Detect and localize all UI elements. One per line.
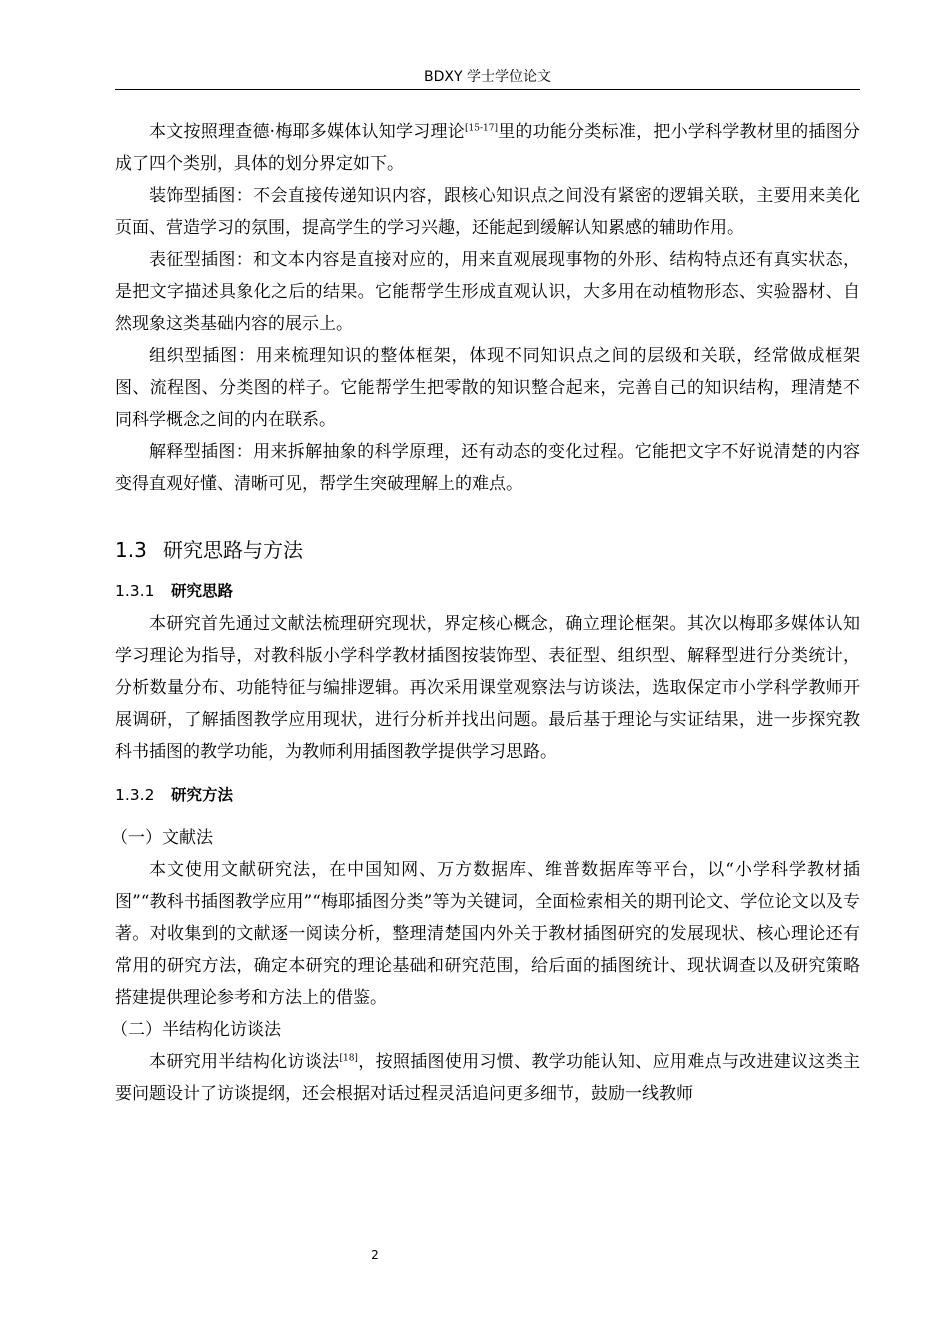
- citation: [15-17]: [464, 123, 498, 134]
- citation: [18]: [339, 1053, 358, 1064]
- page-number: 2: [371, 1248, 379, 1262]
- paragraph-research-approach: 本研究首先通过文献法梳理研究现状，界定核心概念，确立理论框架。其次以梅耶多媒体认知学习理论为指导，对教科版小学科学教材插图按装饰型、表征型、组织型、解释型进行分类统计，分析数量分布、功能特征与编排逻辑。再次采用课堂观察法与访谈法，选取保定市小学科学教师开展调研，了解插图教学应用现状，进行分析并找出问题。最后基于理论与实证结果，进一步探究教科书插图的教学功能，为教师利用插图教学提供学习思路。: [115, 614, 860, 762]
- subsection-heading: [115, 574, 860, 608]
- method-heading: （二）半结构化访谈法: [111, 1020, 281, 1040]
- section-number: 1.3: [115, 538, 147, 562]
- paragraph-organizational: 组织型插图：用来梳理知识的整体框架，体现不同知识点之间的层级和关联，经常做成框架图、流程图、分类图的样子。它能帮学生把零散的知识整合起来，完善自己的知识结构，理清楚不同科学概念之间的内在联系。: [115, 346, 860, 430]
- paragraph-representational: 表征型插图：和文本内容是直接对应的，用来直观展现事物的外形、结构特点还有真实状态，是把文字描述具象化之后的结果。它能帮学生形成直观认识，大多用在动植物形态、实验器材、自然现象这类基础内容的展示上。: [115, 250, 860, 334]
- running-header: BDXY 学士学位论文: [424, 69, 551, 85]
- subsection-number: 1.3.1: [115, 582, 155, 600]
- paragraph-literature-method: 本文使用文献研究法，在中国知网、万方数据库、维普数据库等平台，以“小学科学教材插图”“教科书插图教学应用”“梅耶插图分类”等为关键词，全面检索相关的期刊论文、学位论文以及专著。对收集到的文献逐一阅读分析，整理清楚国内外关于教材插图研究的发展现状、核心理论还有常用的研究方法，确定本研究的理论基础和研究范围，给后面的插图统计、现状调查以及研究策略搭建提供理论参考和方法上的借鉴。: [115, 860, 860, 1008]
- page-body: [111, 116, 861, 1110]
- subsection-title: 研究思路: [171, 582, 234, 600]
- paragraph-interview-method: 本研究用半结构化访谈法[18]，按照插图使用习惯、教学功能认知、应用难点与改进建议这类主要问题设计了访谈提纲，还会根据对话过程灵活追问更多细节，鼓励一线教师: [115, 1052, 861, 1104]
- subsection-number: 1.3.2: [115, 786, 155, 804]
- paragraph-decorative: 装饰型插图：不会直接传递知识内容，跟核心知识点之间没有紧密的逻辑关联，主要用来美化页面、营造学习的氛围，提高学生的学习兴趣，还能起到缓解认知累感的辅助作用。: [115, 186, 860, 238]
- header-rule: [115, 89, 860, 90]
- method-heading: （一）文献法: [111, 828, 213, 848]
- section-heading: [115, 532, 860, 568]
- paragraph-explanatory: 解释型插图：用来拆解抽象的科学原理，还有动态的变化过程。它能把文字不好说清楚的内容变得直观好懂、清晰可见，帮学生突破理解上的难点。: [115, 442, 860, 494]
- subsection-title: 研究方法: [171, 786, 234, 804]
- subsection-heading: [115, 778, 860, 812]
- section-title: 研究思路与方法: [163, 538, 303, 562]
- paragraph-intro: 本文按照理查德·梅耶多媒体认知学习理论[15-17]里的功能分类标准，把小学科学教材里的插图分成了四个类别，具体的划分界定如下。: [115, 122, 861, 174]
